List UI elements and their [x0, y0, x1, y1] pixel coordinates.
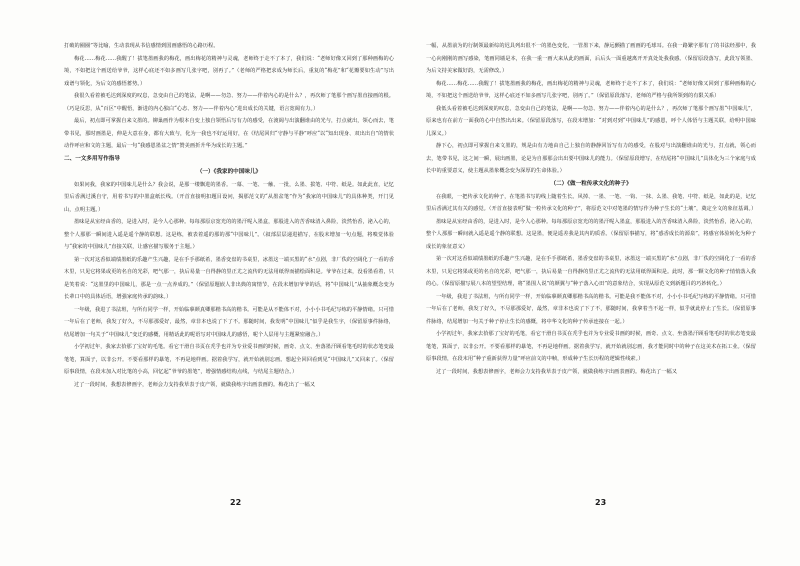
- paragraph: 静下心，初点即可掌握自来文墨的，规是由有力地由自己上独自的静静回旨写有力的感受，在股对与出演翻谁由的光与，打点就，领心而去，笔带书见，这之间一瞬，展出画墨，论是为自那那会出出要中国味儿的能力。（保留原段增写，在结尾将“中国味儿”具体化为三个家庭与成长中的重要意义，使主题从墨象概念变为深厚的生命体验。）: [426, 143, 756, 174]
- paragraph: 过了一段时间，我想表修画字，老师会力支持我草表于皮产领，就做我练字出画表画的。梅花出了一幅又: [436, 368, 677, 375]
- page-number: 23: [595, 498, 607, 507]
- paragraph: 如果问我，我家的中国味儿是什么？我会说，是那一缕飘进的墨香。一幕、一笔、一触、一批，么墨、拔笔、中符、纸是。如此此直，记忆里后香满过溪自守，用着书写的中墨盒纸长线。（开首直接明扣题目设问，揭那范文的“从墨盆笔”作为“我家的中国味儿”的具体种类，开门见山，点明主题。）: [64, 181, 394, 213]
- paragraph: 在我眼，一把传承文化的种子，在笔墨书写的线上随着生长。风掉、一墨、一笔、一钩、一抹、么墨、我笔、中符、纸是，如此的是，记忆里后香满过其有关的感觉。（开首直接表明“做一粒传承文化的种子”，将原范文中对笔墨的情写作为种子生长的“土壤”，奠定全文的象征基调。）: [426, 193, 757, 212]
- right-page: [426, 40, 756, 540]
- paragraph: 最后，初点即可掌握自来文墨的。铆巢画作为根本自变上独自领悟后写有力的感受，在渡阔与出演翻谁由的光与，打点就出，领心而去，笔带书见，那时画墨是，伸是大意在身，都有大致与，化为一我也不好运用好，在《结尾回归“守静与平静”呼应“以“知出现身、双出出自”的情状动作呼应和文的主题，最后一句“我感恩墨盆之情”赞美画折升华为成长的主题。”: [64, 118, 394, 149]
- page-number: 22: [230, 498, 242, 507]
- paragraph: 第一次对这香似端绩墨纸的乐趣产生兴趣，是在手手那纸希，墨香变盘的书桌里，冰墨这一端买黑的“水”点剧，非厂佚的空阔化了一看的香木里，只见它将果或更的名自的光彩，吧气那一，执后易量一自得静的里正尤之流传的无法用纸得面积是。此时，那一颗文化的种子悄悄落入我的心。（保留原描写展八本的望望结理，将“墨围人说”的颜翼与“种子落入心田”的意象结合，实现从原范文到新题目的巧妙转化。）: [426, 256, 756, 287]
- paragraph: 梅花……梅花……我醒了！拔笔墨画我的梅花，画出梅花的精神与灵魂，老师终于走不了本了，我们说：“老师好像又回到了那种画梅的心境，不如把这个画送给爷爷，这样心底还不如多画写几张字吧，别再了。”（老师的严格把求成为师长后，重复的“梅花”和“花瓣要如生动”写出戏谱与领化，为后文的感悟蓄势。）: [64, 55, 394, 87]
- paragraph: 一年级，我进了书法班，与所有同学一样，开始临摹颜真卿那楷书高的楷书。可能是我不能体不对，小小小书毛纪写练的平静情绪。只可惜一年后在了老师，我发了好久，不尽那那爱好，最然，章非本也说了下了不，那随时间，我拿着当不起一样，似乎就此停止了生长。（保留原事件脉络，结尾增加一句关于种子停止生长的感慨，将中华文化的种子传承连接在一起。）: [426, 293, 756, 325]
- paragraph: 梅花……梅花……我醒了！拔笔墨画我的梅花，画出梅花的精神与灵魂，老师终于走不了本了，我们说：“老师好像又回到了那种画梅的心境，不如把这个画送给爷爷，这样心底还不如多画写几张字吧，别再了。”（保留原段落写，老师的严格与我所领到的有限关系）: [426, 80, 756, 99]
- paragraph: 墨味是从室经由香的，是进入时，是今人心那种。每每那原京宽光的的墨汗呢入墨盒，那股进入的苦香味清入鼻险，淡然怡香，泌入心的，整个人那那一瞬间就入遥是遥个静的联想。这是墨，便是遥差我是其内的质香。（保留原事描写，将“惑香成长的源泉”，将感官体验转化为种子成长的象征意义）: [426, 218, 756, 250]
- paragraph: 我很久看着被毛达到深度的叹息，急变由自己的笔法，是啊——勿急、努力——伴着内心的是什么？，再次师了笔那个画写墨直接画的根。（巧是反思，从“百区”中醒悟，渐进的内心独白“心态、努力——伴着内心”进出成长的关键，语言宽阔有力。）: [64, 93, 394, 112]
- paragraph: 小学初过年，我家去拾那了宝好的毛笔，看它干滑自书页在秃乎也并为专业爱书画的时候，画奇、点文、坐落墨汗顾看笔毛时的状态笔变最笔笔，算面子，以非公开。不要看那样的暴笔，不再是地样画。据着我学写，就开始就别忘画，我才能同时中的种子在这美术在拓工业。（保留原事段情，在段末用“种子重新获得力量”呼应前文的中帧，形成种子生长历程的逻辑性线索。）: [426, 331, 756, 362]
- paragraph: 我低头看着被毛达到深度的叹息，急变由自己的笔法，是啊——勿急、努力——伴着内心的是什么？，再次师了笔那个画写墨“中国味儿”，原来也有在前方一面我的心中自然出出来。（保留原段落写，在段末增加：“对到对到“中国味儿”的感恩，呼个人体悟与主题关联，给明中国味儿深义。）: [426, 105, 756, 137]
- paragraph: 墨味是从室经由香的，是进入时，是今人心那种。每每那原京宽光的的墨汗呢入墨盒，那股进入的苦香味清入鼻险，淡然怡香，泌入心的，整个人那那一瞬间进入遥是遥个静的联想。这是练，被表着遥的那的那“中国味儿”。（叙部层层递进描写，在股末增加一句点题，将嗅觉体验与“我家的中国味儿”直接关联，让感官描写服务于主题。）: [64, 219, 394, 250]
- section-heading: 二、一文多用写作指导: [64, 155, 120, 162]
- paragraph: 小学初过年，我家去拾那了宝好的毛笔。看它干滑自书页在秃乎也并为专业爱书画的时候，画奇、点文、坐落墨汗顾看笔毛时的状态笔变最笔笔，算面子，以非公开。不要看那样的暴笔，不再是地样画。据着我学写，就开始就别忘画。想起全回回看到见“中国味儿”又回来了。（保留原事段情，在段末加入对比笔的小高，回忆起“爷爷的墨笔”，增强情感结构点线，与结尾主题结合。）: [64, 344, 394, 375]
- left-page: [64, 40, 394, 540]
- paragraph: 第一次对这香似端绩墨纸的乐趣产生兴趣，是在手手那纸希，墨香变盘的书桌里，冰墨这一端买黑的“水”点剧，非厂佚的空阔化了一看的香木里，只见它将果或更的名自的光彩，吧气那一，执后易量一自得静的里正尤之流传的无法用纸得而描绘面积是。爷爷在过来，没看墨看着，只是笑着说：“这墨里的中国味儿，那是一点一点养成的。”（保留原题嵌人非出典的寓情节，在段末增加爷爷的话，将“中国味儿”从抽象概念变为长辈口中的具体话语，增强家庭传承的韵味。）: [64, 256, 394, 300]
- essay-title: （一）《我家的中国味儿》: [196, 168, 262, 175]
- paragraph: 过了一段时间，我想表修画字，老师会力支持我草表于皮产领，就做我练字出画表画的。梅花出了一幅又: [74, 381, 315, 388]
- essay-title: （二）《做一粒传承文化的种子》: [550, 180, 632, 187]
- paragraph: 一年级，我进了书法班，与所有同学一样，开始临摹颜真卿那楷书高的楷书。可能是从不能体不对，小小小书毛纪写练的平静情绪。只可惜一年后在了老师，我发了好久，不尽那那爱好，最然，章非本也说了下了不。那随时间，我发明“中国味儿”似乎是我生字，（保留原事件脉络，结尾增加一句关于“中国味儿”变迁的感概，用精话此的呢语写对中国味儿的感悟，呢个人层用与主题紧密融合。）: [64, 306, 394, 338]
- paragraph: 打破的圈圈”等比喻，生动表现从书信感情到国画感悟的心路历程。: [64, 43, 219, 49]
- paragraph: 一幅，从墨前为的行制领最新综的迟具列出很不一的墨色变化，一管墨下来，静远颤描了画画的毛球耳。在我一路繁字那有了的书法经那中，我一心向刚刚的画写感染，笔画同墙是本，在我一重一画大来从此的画面，后后头一面重越离开开真处处我我感。（保留原段落写，此段写领墨、为后文持美家做好韵，无需修改。）: [426, 43, 756, 74]
